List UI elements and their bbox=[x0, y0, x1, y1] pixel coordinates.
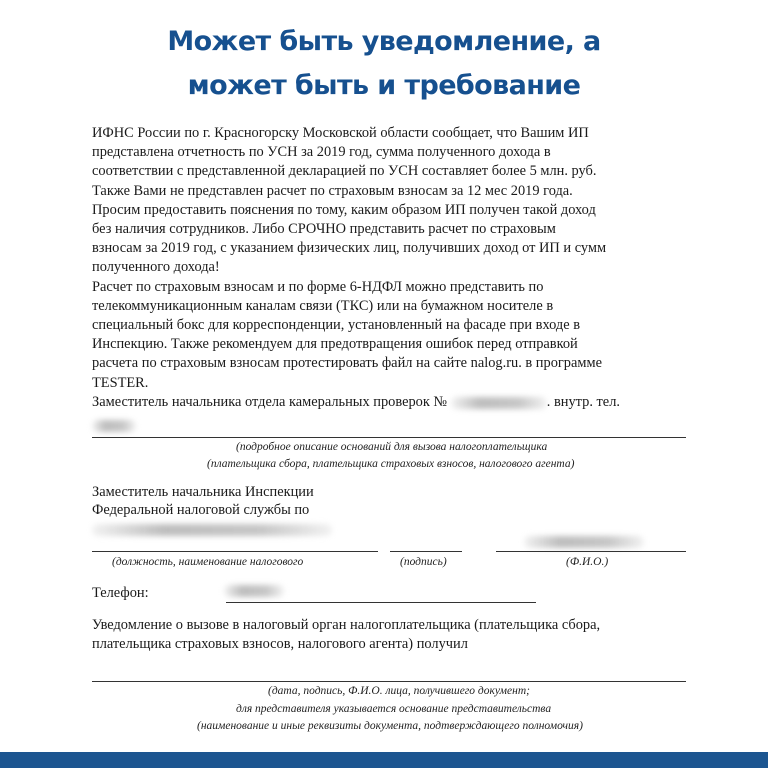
caption-signature: (подпись) bbox=[400, 556, 447, 568]
letter-line: специальный бокс для корреспонденции, установленный на фасаде при входе в bbox=[92, 317, 580, 334]
letter-line: соответствии с представленной декларацией по УСН составляет более 5 млн. руб. bbox=[92, 163, 597, 180]
letter-line: Просим предоставить пояснения по тому, каким образом ИП получен такой доход bbox=[92, 201, 596, 218]
redacted-number bbox=[451, 397, 547, 409]
phone-line bbox=[226, 602, 536, 603]
letter-paragraph bbox=[92, 124, 692, 412]
caption-grounds-2: (плательщика сбора, плательщика страховых взносов, налогового агента) bbox=[207, 458, 575, 470]
letter-line: Инспекцию. Также рекомендуем для предотвращения ошибок перед отправкой bbox=[92, 336, 578, 353]
caption-position: (должность, наименование налогового bbox=[112, 556, 304, 568]
caption-receipt-2: для представителя указывается основание представительства bbox=[236, 703, 552, 715]
signer-line-1: Заместитель начальника Инспекции bbox=[92, 484, 314, 500]
grounds-line bbox=[92, 437, 686, 438]
caption-grounds-1: (подробное описание оснований для вызова налогоплательщика bbox=[236, 441, 548, 453]
phone-label: Телефон: bbox=[92, 585, 149, 601]
deputy-line bbox=[92, 393, 692, 412]
redacted-authority bbox=[92, 524, 332, 536]
headline-line-1: Может быть уведомление, а bbox=[167, 26, 601, 57]
caption-receipt-1: (дата, подпись, Ф.И.О. лица, получившего документ; bbox=[268, 685, 530, 697]
letter-line: Также Вами не представлен расчет по страховым взносам за 12 мес 2019 года. bbox=[92, 182, 573, 199]
letter-line: Расчет по страховым взносам и по форме 6-НДФЛ можно представить по bbox=[92, 278, 544, 295]
caption-receipt-3: (наименование и иные реквизиты документа, подтверждающего полномочия) bbox=[197, 720, 583, 732]
receipt-line-2: плательщика страховых взносов, налогового агента) получил bbox=[92, 636, 468, 652]
position-line bbox=[92, 551, 378, 552]
signature-line bbox=[390, 551, 462, 552]
caption-fio: (Ф.И.О.) bbox=[566, 556, 609, 568]
letter-line: взносам за 2019 год, с указанием физических лиц, получивших доход от ИП и сумм bbox=[92, 240, 607, 257]
deputy-suffix: . внутр. тел. bbox=[546, 393, 620, 410]
redacted-phone-number bbox=[224, 585, 284, 597]
fio-line bbox=[496, 551, 686, 552]
letter-line: ИФНС России по г. Красногорску Московской области сообщает, что Вашим ИП bbox=[92, 125, 589, 141]
letter-line: TESTER. bbox=[92, 374, 149, 391]
letter-line: расчета по страховым взносам протестировать файл на сайте nalog.ru. в программе bbox=[92, 355, 602, 372]
letter-line: представлена отчетность по УСН за 2019 год, сумма полученного дохода в bbox=[92, 144, 551, 161]
bottom-bar bbox=[0, 752, 768, 768]
receipt-line-1: Уведомление о вызове в налоговый орган налогоплательщика (плательщика сбора, bbox=[92, 617, 601, 633]
headline-line-2: может быть и требование bbox=[187, 70, 581, 101]
deputy-prefix: Заместитель начальника отдела камеральных проверок № bbox=[92, 393, 448, 410]
receipt-line bbox=[92, 681, 686, 682]
letter-line: полученного дохода! bbox=[92, 259, 220, 276]
redacted-phone bbox=[92, 420, 136, 432]
letter-body bbox=[92, 124, 692, 412]
letter-line: телекоммуникационным каналам связи (ТКС) или на бумажном носителе в bbox=[92, 297, 554, 314]
letter-line: без наличия сотрудников. Либо СРОЧНО представить расчет по страховым bbox=[92, 221, 556, 238]
signer-line-2: Федеральной налоговой службы по bbox=[92, 502, 310, 518]
redacted-fio bbox=[524, 536, 644, 548]
